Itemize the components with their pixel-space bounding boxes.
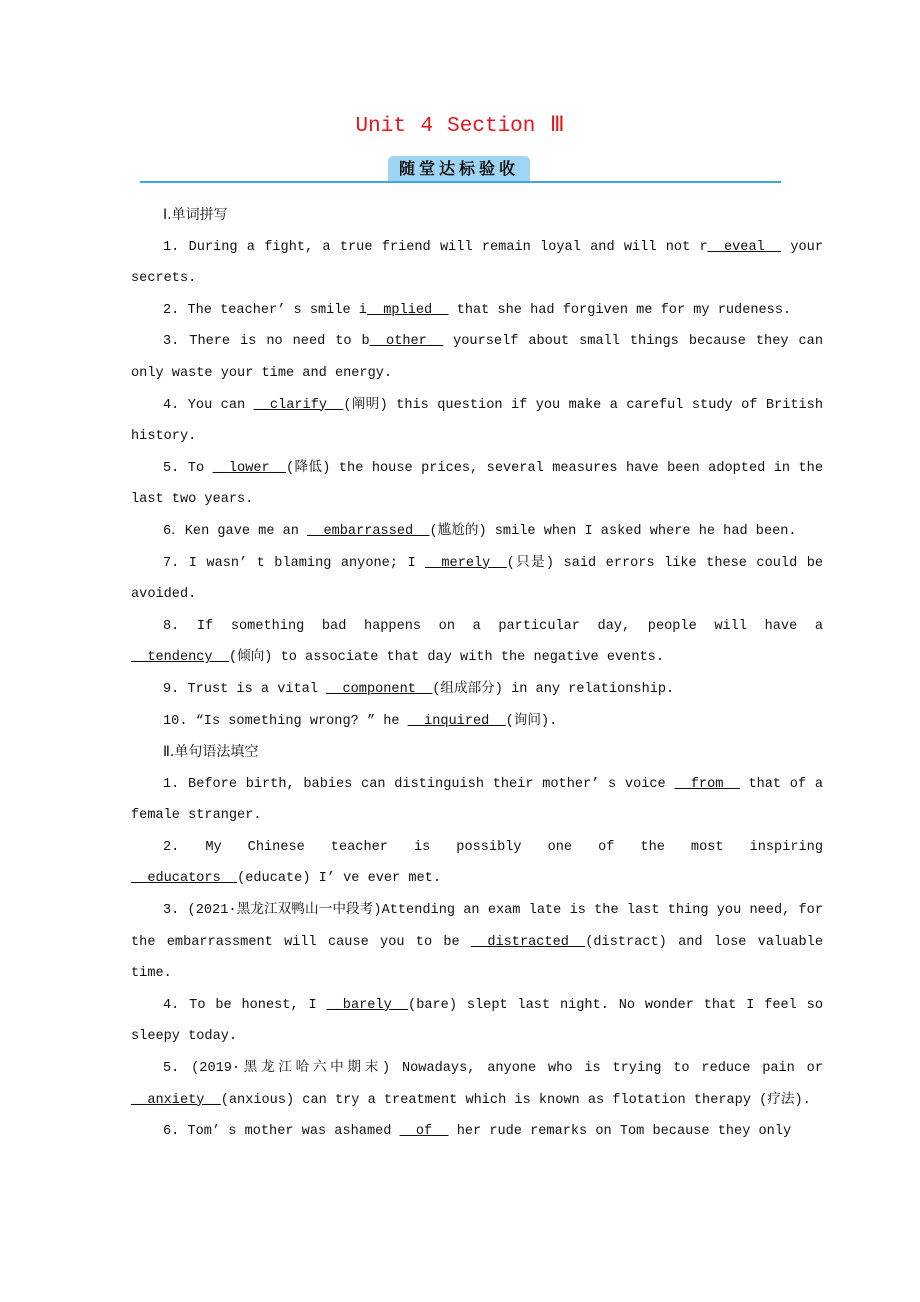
exercise-item [131, 895, 823, 990]
item-text: (倾向) to associate that day with the negative events. [228, 650, 664, 666]
item-text: (只是) said errors like these could be avoided. [131, 555, 824, 603]
answer-blank: __clarify__ [253, 397, 344, 413]
exercise-item [131, 516, 823, 548]
answer-blank: __merely__ [425, 555, 507, 571]
item-text: 3. (2021·黑龙江双鸭山一中段考)Attending an exam late is the last thing you need, for the embarrassment will cause you to be [131, 903, 823, 950]
exercise-item [131, 990, 823, 1053]
section-banner [140, 155, 781, 183]
section-label: Section Ⅲ [447, 115, 565, 138]
exercise-item [131, 390, 823, 453]
answer-blank: __distracted__ [471, 934, 586, 950]
exercise-item [131, 706, 823, 738]
exercise-content [131, 200, 823, 1148]
answer-blank: __mplied__ [366, 302, 449, 318]
item-text: 7. I wasn’ t blaming anyone; I [163, 555, 426, 571]
answer-blank: __tendency__ [131, 650, 229, 666]
answer-blank: __anxiety__ [131, 1092, 221, 1108]
item-text: 9. Trust is a vital [163, 681, 327, 697]
unit-label: Unit 4 [355, 115, 434, 138]
item-text: 2. The teacher’ s smile i [163, 302, 367, 318]
item-text: (降低) the house prices, several measures have been adopted in the last two years. [131, 460, 823, 508]
item-text: (educate) I’ ve ever met. [237, 871, 442, 887]
item-text: (distract) and lose valuable time. [131, 934, 823, 982]
exercise-item [131, 611, 823, 674]
exercise-item [131, 232, 823, 295]
page-title [0, 112, 920, 138]
item-text: 6. Tom’ s mother was ashamed [163, 1124, 400, 1140]
item-text: 1. Before birth, babies can distinguish their mother’ s voice [163, 776, 675, 792]
item-text: (阐明) this question if you make a careful study of British history. [131, 397, 823, 445]
item-text: (尴尬的) smile when I asked where he had been. [429, 523, 797, 539]
item-text: (anxious) can try a treatment which is known as flotation therapy (疗法). [220, 1092, 811, 1108]
item-text: 8. If something bad happens on a particular day, people will have a [163, 618, 823, 634]
item-text: that she had forgiven me for my rudeness. [448, 302, 792, 318]
answer-blank: __of__ [399, 1124, 449, 1140]
item-text: 6．Ken gave me an [163, 523, 308, 539]
item-text: 3. There is no need to b [163, 334, 370, 350]
exercise-item [131, 453, 823, 516]
item-text: yourself about small things because they can only waste your time and energy. [131, 334, 823, 381]
item-text: your secrets. [131, 239, 823, 287]
exercise-item [131, 1116, 823, 1148]
answer-blank: __barely__ [326, 997, 409, 1013]
divider [140, 181, 781, 183]
item-text: (组成部分) in any relationship. [432, 681, 675, 697]
exercise-item [131, 548, 823, 611]
section-heading: Ⅱ.单句语法填空 [163, 744, 259, 761]
answer-blank: __inquired__ [407, 713, 506, 729]
item-text: her rude remarks on Tom because they only [448, 1124, 792, 1140]
exercise-item [131, 674, 823, 706]
answer-blank: __embarrassed__ [307, 523, 430, 539]
answer-blank: __from__ [674, 776, 740, 792]
item-text: 5. (2019·黑龙江哈六中期末) Nowadays, anyone who is trying to reduce pain or [163, 1061, 823, 1077]
item-text: 5. To [163, 460, 213, 476]
item-text: 2. My Chinese teacher is possibly one of the most inspiring [163, 839, 823, 855]
answer-blank: __other__ [369, 334, 444, 350]
item-text: 4. To be honest, I [163, 997, 327, 1013]
item-text: 4. You can [163, 397, 254, 413]
item-text: that of a female stranger. [131, 776, 823, 824]
exercise-item [131, 832, 823, 895]
banner-label: 随堂达标验收 [388, 156, 530, 181]
answer-blank: __component__ [326, 681, 433, 697]
exercise-item [131, 295, 823, 327]
answer-blank: __lower__ [212, 460, 286, 476]
item-text: 10. “Is something wrong? ” he [163, 713, 408, 729]
item-text: (询问). [505, 713, 558, 729]
exercise-item [131, 769, 823, 832]
item-text: (bare) slept last night. No wonder that I feel so sleepy today. [131, 997, 823, 1045]
exercise-item [131, 326, 823, 389]
exercise-item [131, 1053, 823, 1116]
answer-blank: __educators__ [131, 871, 238, 887]
answer-blank: __eveal__ [707, 239, 782, 255]
item-text: 1. During a fight, a true friend will remain loyal and will not r [163, 239, 708, 255]
section-heading: Ⅰ.单词拼写 [163, 207, 228, 223]
